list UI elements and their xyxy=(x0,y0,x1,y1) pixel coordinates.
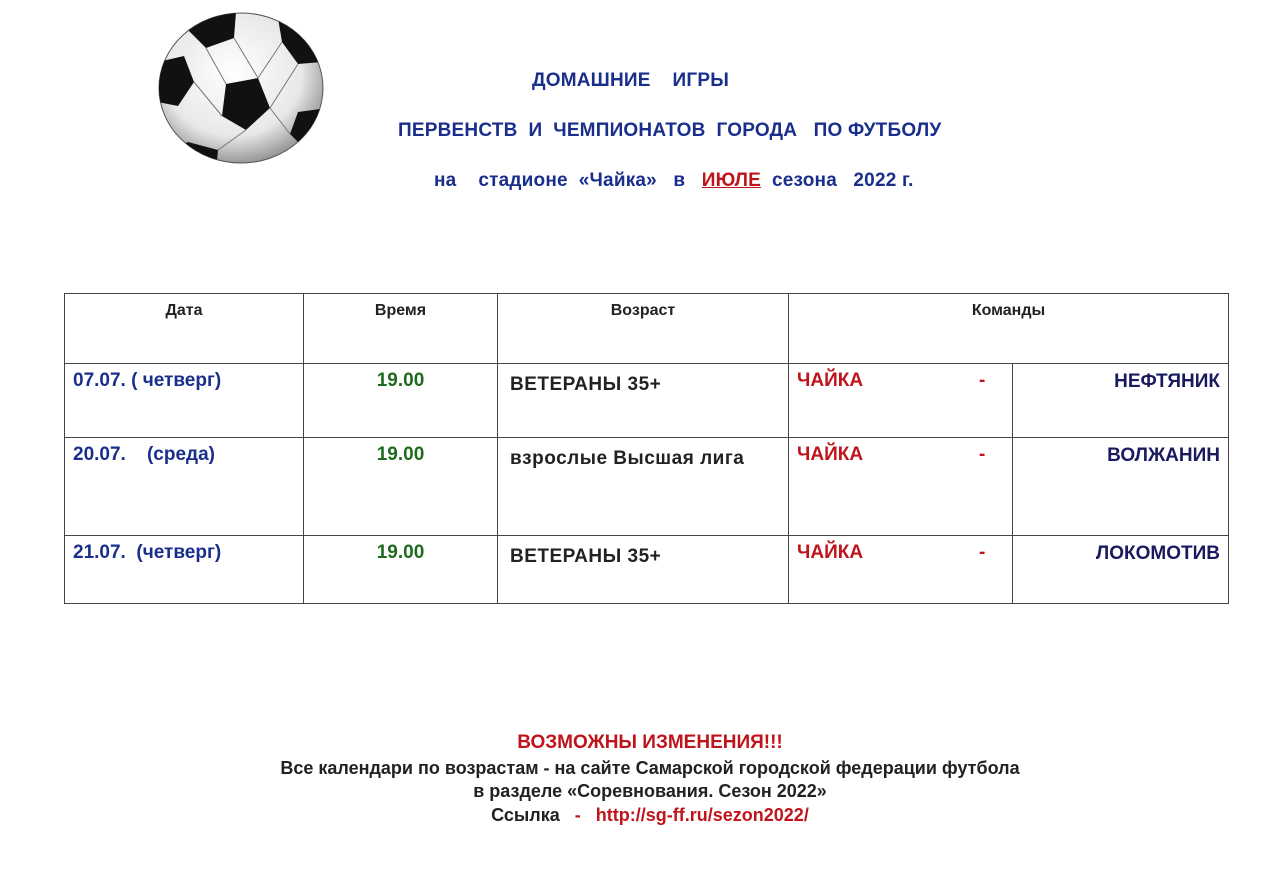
cell-home-team xyxy=(789,438,1013,536)
table-row xyxy=(65,438,1229,536)
link-separator: - xyxy=(574,805,581,825)
footer-link-line xyxy=(0,805,1280,826)
title-season-suffix: сезона 2022 г. xyxy=(761,170,914,191)
title-stadium-prefix: на стадионе «Чайка» в xyxy=(434,170,702,191)
title-month: ИЮЛЕ xyxy=(701,170,762,191)
cell-age: ВЕТЕРАНЫ 35+ xyxy=(498,536,789,604)
cell-home-team xyxy=(789,364,1013,438)
cell-away-team: ЛОКОМОТИВ xyxy=(1013,536,1229,604)
match-dash: - xyxy=(979,444,986,465)
cell-age: взрослые Высшая лига xyxy=(498,438,789,536)
cell-age: ВЕТЕРАНЫ 35+ xyxy=(498,364,789,438)
cell-time: 19.00 xyxy=(304,438,498,536)
cell-away-team: НЕФТЯНИК xyxy=(1013,364,1229,438)
title-championships: ПЕРВЕНСТВ И ЧЕМПИОНАТОВ ГОРОДА ПО ФУТБОЛУ xyxy=(398,120,942,141)
table-header-row xyxy=(65,294,1229,364)
season-link[interactable]: http://sg-ff.ru/sezon2022/ xyxy=(595,805,809,825)
title-home-games: ДОМАШНИЕ ИГРЫ xyxy=(532,70,730,91)
match-dash: - xyxy=(979,542,986,563)
title-stadium-season xyxy=(434,170,914,192)
schedule-table xyxy=(64,293,1229,604)
header-teams: Команды xyxy=(789,294,1229,364)
table-row xyxy=(65,364,1229,438)
table-row xyxy=(65,536,1229,604)
changes-warning: ВОЗМОЖНЫ ИЗМЕНЕНИЯ!!! xyxy=(517,732,783,753)
cell-time: 19.00 xyxy=(304,536,498,604)
footer-calendars-note: Все календари по возрастам - на сайте Самарской городской федерации футбола xyxy=(280,758,1020,778)
cell-date: 07.07. ( четверг) xyxy=(65,364,304,438)
cell-date: 20.07. (среда) xyxy=(65,438,304,536)
footer-section-note: в разделе «Соревнования. Сезон 2022» xyxy=(473,781,827,801)
match-dash: - xyxy=(979,370,986,391)
cell-date: 21.07. (четверг) xyxy=(65,536,304,604)
cell-away-team: ВОЛЖАНИН xyxy=(1013,438,1229,536)
soccer-ball-icon xyxy=(158,12,324,164)
cell-time: 19.00 xyxy=(304,364,498,438)
home-team-name: ЧАЙКА xyxy=(797,444,864,465)
home-team-name: ЧАЙКА xyxy=(797,542,864,563)
home-team-name: ЧАЙКА xyxy=(797,370,864,391)
header-date: Дата xyxy=(65,294,304,364)
cell-home-team xyxy=(789,536,1013,604)
header-age: Возраст xyxy=(498,294,789,364)
link-label: Ссылка xyxy=(491,805,560,825)
header-time: Время xyxy=(304,294,498,364)
